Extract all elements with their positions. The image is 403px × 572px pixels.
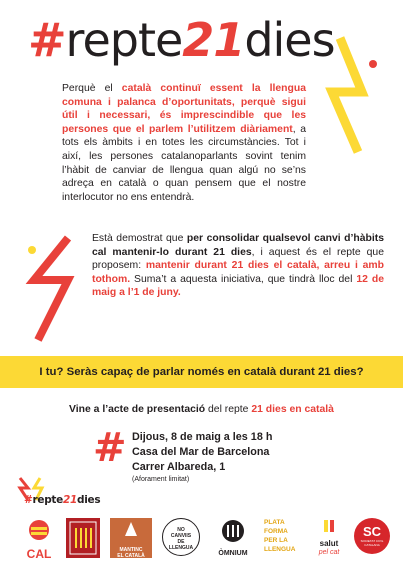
plataforma-line1: PLATA xyxy=(264,519,285,526)
repte21dies-small-logo xyxy=(14,476,109,512)
seal-icon xyxy=(66,518,100,558)
event-date: Dijous, 8 de maig a les 18 h xyxy=(132,431,273,443)
institute-seal-logo xyxy=(66,518,100,558)
salut-pel-cat-logo xyxy=(312,518,346,558)
invite-mid: del repte xyxy=(205,404,252,415)
salut-icon xyxy=(312,518,346,534)
no-canviis-logo xyxy=(162,518,202,558)
plataforma-line3: PER LA xyxy=(264,537,288,544)
salut-line1: salut xyxy=(319,539,339,548)
event-venue: Casa del Mar de Barcelona xyxy=(132,446,270,458)
plataforma-line2: FORMA xyxy=(264,528,288,535)
intro-rest: , a tots els àmbits i en totes les circumstàncies. Tot i així, les persones catalanoparlants sovint tenim l’hàbit de canviar de llengua quan algú no se’ns adreça en català o quan pensem que el nostre interlocutor no ens entendrà. xyxy=(62,123,306,203)
canviis-line2: CANVIIS xyxy=(170,533,192,539)
intro-highlight: català continuï essent la llengua comuna i palanca d’oportunitats, perquè sigui útil i necessari, és imprescindible que les persones que el parlem l’utilitzem diàriament xyxy=(62,83,307,135)
canviis-line3: DE xyxy=(177,539,185,545)
event-address: Carrer Albareda, 1 xyxy=(132,461,226,473)
salut-line2: pel cat xyxy=(318,549,340,556)
omnium-logo xyxy=(210,518,256,558)
intro-paragraph xyxy=(62,82,306,204)
challenge-highlight: mantenir durant 21 dies el català, arreu i amb tothom. xyxy=(92,260,384,285)
sc-subtext: SOCIETAT CIVIL CATALANA xyxy=(360,539,384,547)
challenge-mid: , i aquest és el repte que proposem: xyxy=(92,246,384,272)
small-logo-word: repte xyxy=(32,494,63,506)
small-logo-number: 21 xyxy=(62,494,77,506)
challenge-bold: per consolidar qualsevol canvi d’hàbits cal mantenir-lo durant 21 dies xyxy=(92,233,384,258)
title-hash: # xyxy=(28,13,66,67)
societat-civil-logo xyxy=(354,518,392,558)
title-number: 21 xyxy=(182,13,245,67)
small-logo-suffix: dies xyxy=(76,494,101,506)
plataforma-logo xyxy=(264,518,304,558)
sc-letters: SC xyxy=(362,524,382,539)
cal-emblem-icon xyxy=(22,518,56,542)
red-face-graphic xyxy=(10,228,82,348)
poster-title xyxy=(28,14,335,66)
invite-lead: Vine a l’acte de presentació xyxy=(69,404,206,415)
mantinc-icon xyxy=(110,518,152,542)
event-hash-icon: # xyxy=(93,425,127,471)
question-banner xyxy=(0,356,403,388)
sc-circle xyxy=(354,518,390,554)
question-banner-text: I tu? Seràs capaç de parlar només en català durant 21 dies? xyxy=(39,366,364,378)
sponsor-logos xyxy=(22,518,392,560)
challenge-mid2: Suma’t a aquesta iniciativa, que tindrà lloc del xyxy=(130,273,357,285)
invite-highlight: 21 dies en català xyxy=(251,404,334,415)
challenge-dates: 12 de maig a l’1 de juny. xyxy=(92,273,384,299)
canviis-line1: NO xyxy=(177,527,185,533)
small-logo-text xyxy=(24,494,100,506)
canviis-line4: LLENGUA xyxy=(168,545,194,551)
invite-line xyxy=(0,404,403,415)
cal-logo xyxy=(22,518,56,561)
challenge-paragraph xyxy=(92,232,384,300)
mantinc-line1: MANTINC xyxy=(119,547,143,553)
mantinc-line2: EL CATALÀ xyxy=(117,553,145,559)
no-canviis-circle xyxy=(162,518,200,556)
omnium-icon xyxy=(210,518,256,544)
cal-logo-text: CAL xyxy=(26,547,52,561)
yellow-face-graphic xyxy=(318,30,388,170)
title-word: repte xyxy=(65,13,183,67)
omnium-text: ÒMNIUM xyxy=(218,550,248,557)
small-logo-hash: # xyxy=(24,494,33,506)
challenge-lead: Està demostrat que xyxy=(92,233,187,244)
mantinc-el-catala-logo xyxy=(110,518,152,558)
intro-lead: Perquè el xyxy=(62,83,122,94)
event-note: (Aforament limitat) xyxy=(132,476,190,483)
plataforma-line4: LLENGUA xyxy=(264,546,296,553)
title-suffix: dies xyxy=(244,13,335,67)
event-details xyxy=(132,430,272,485)
